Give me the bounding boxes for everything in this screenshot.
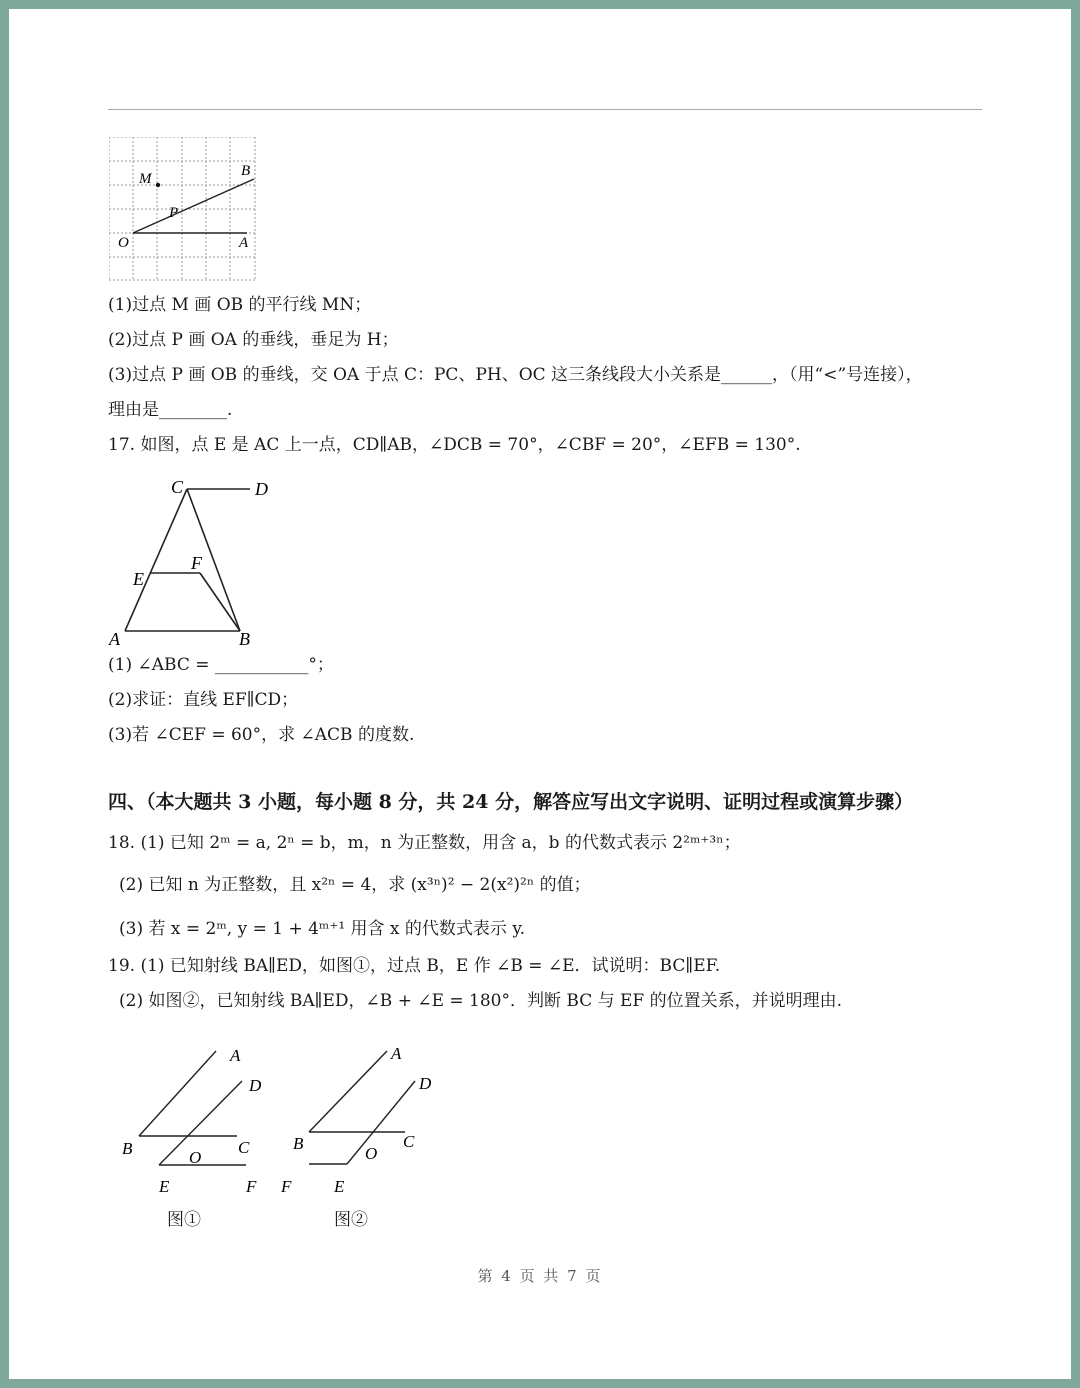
label-F: F	[191, 553, 202, 573]
fig2-label-O: O	[365, 1144, 378, 1163]
fig1-label-B: B	[122, 1139, 133, 1158]
label-A: A	[239, 235, 249, 251]
label-A: A	[109, 629, 120, 645]
header-rule	[108, 109, 982, 110]
label-E: E	[133, 569, 144, 589]
fig1-label-C: C	[238, 1138, 250, 1157]
segment-OB	[133, 179, 254, 233]
q17-stem: 17. 如图，点 E 是 AC 上一点，CD∥AB，∠DCB = 70°，∠CBF = 20°，∠EFB = 130°.	[108, 435, 801, 455]
q16-item-4: 理由是________.	[108, 400, 233, 420]
point-M	[156, 183, 160, 187]
fig2-label-E: E	[334, 1177, 345, 1196]
q19-figure-2	[279, 1037, 449, 1197]
page-footer: 第 4 页 共 7 页	[477, 1267, 603, 1285]
q16-item-3: (3)过点 P 画 OB 的垂线，交 OA 于点 C：PC、PH、OC 这三条线段大小关系是______，（用“<”号连接），	[108, 365, 923, 385]
q19-item-1: 19. (1) 已知射线 BA∥ED，如图①，过点 B，E 作 ∠B = ∠E．试说明：BC∥EF.	[108, 956, 721, 976]
fig1-label-E: E	[159, 1177, 170, 1196]
q17-item-3: (3)若 ∠CEF = 60°，求 ∠ACB 的度数.	[108, 725, 415, 745]
q17-item-1: (1) ∠ABC = ___________°；	[108, 655, 334, 675]
fig1-label-D: D	[249, 1076, 262, 1095]
fig2-caption: 图②	[334, 1210, 368, 1230]
fig2-label-B: B	[293, 1134, 304, 1153]
q16-grid-figure	[109, 137, 257, 281]
fig2-label-C: C	[403, 1132, 415, 1151]
label-C: C	[171, 477, 184, 497]
q18-item-3: (3) 若 x = 2ᵐ, y = 1 + 4ᵐ⁺¹ 用含 x 的代数式表示 y.	[119, 919, 526, 939]
q16-item-1: (1)过点 M 画 OB 的平行线 MN；	[108, 295, 372, 315]
fig1-caption: 图①	[167, 1210, 201, 1230]
label-P: P	[169, 205, 179, 221]
q18-item-1: 18. (1) 已知 2ᵐ = a, 2ⁿ = b，m，n 为正整数，用含 a，b 的代数式表示 2²ᵐ⁺³ⁿ；	[108, 833, 741, 853]
q18-item-2: (2) 已知 n 为正整数，且 x²ⁿ = 4，求 (x³ⁿ)² − 2(x²)²ⁿ 的值；	[119, 875, 591, 895]
q16-item-2: (2)过点 P 画 OA 的垂线，垂足为 H；	[108, 330, 399, 350]
section-heading: 四、（本大题共 3 小题，每小题 8 分，共 24 分，解答应写出文字说明、证明过程或演算步骤）	[108, 791, 914, 813]
fig2-label-A: A	[391, 1044, 402, 1063]
q19-item-2: (2) 如图②，已知射线 BA∥ED，∠B + ∠E = 180°．判断 BC 与 EF 的位置关系，并说明理由.	[119, 991, 843, 1011]
fig1-label-A: A	[230, 1046, 241, 1065]
fig1-label-F: F	[246, 1177, 257, 1196]
q19-figure-1	[119, 1037, 279, 1197]
q17-item-2: (2)求证：直线 EF∥CD；	[108, 690, 299, 710]
label-D: D	[255, 479, 268, 499]
fig2-label-F: F	[281, 1177, 292, 1196]
label-O: O	[118, 235, 129, 251]
label-M: M	[139, 171, 152, 187]
fig2-label-D: D	[419, 1074, 432, 1093]
label-B: B	[239, 629, 250, 645]
q17-figure	[105, 465, 295, 645]
exam-page	[9, 9, 1071, 1379]
fig1-label-O: O	[189, 1148, 202, 1167]
label-B: B	[241, 163, 251, 179]
